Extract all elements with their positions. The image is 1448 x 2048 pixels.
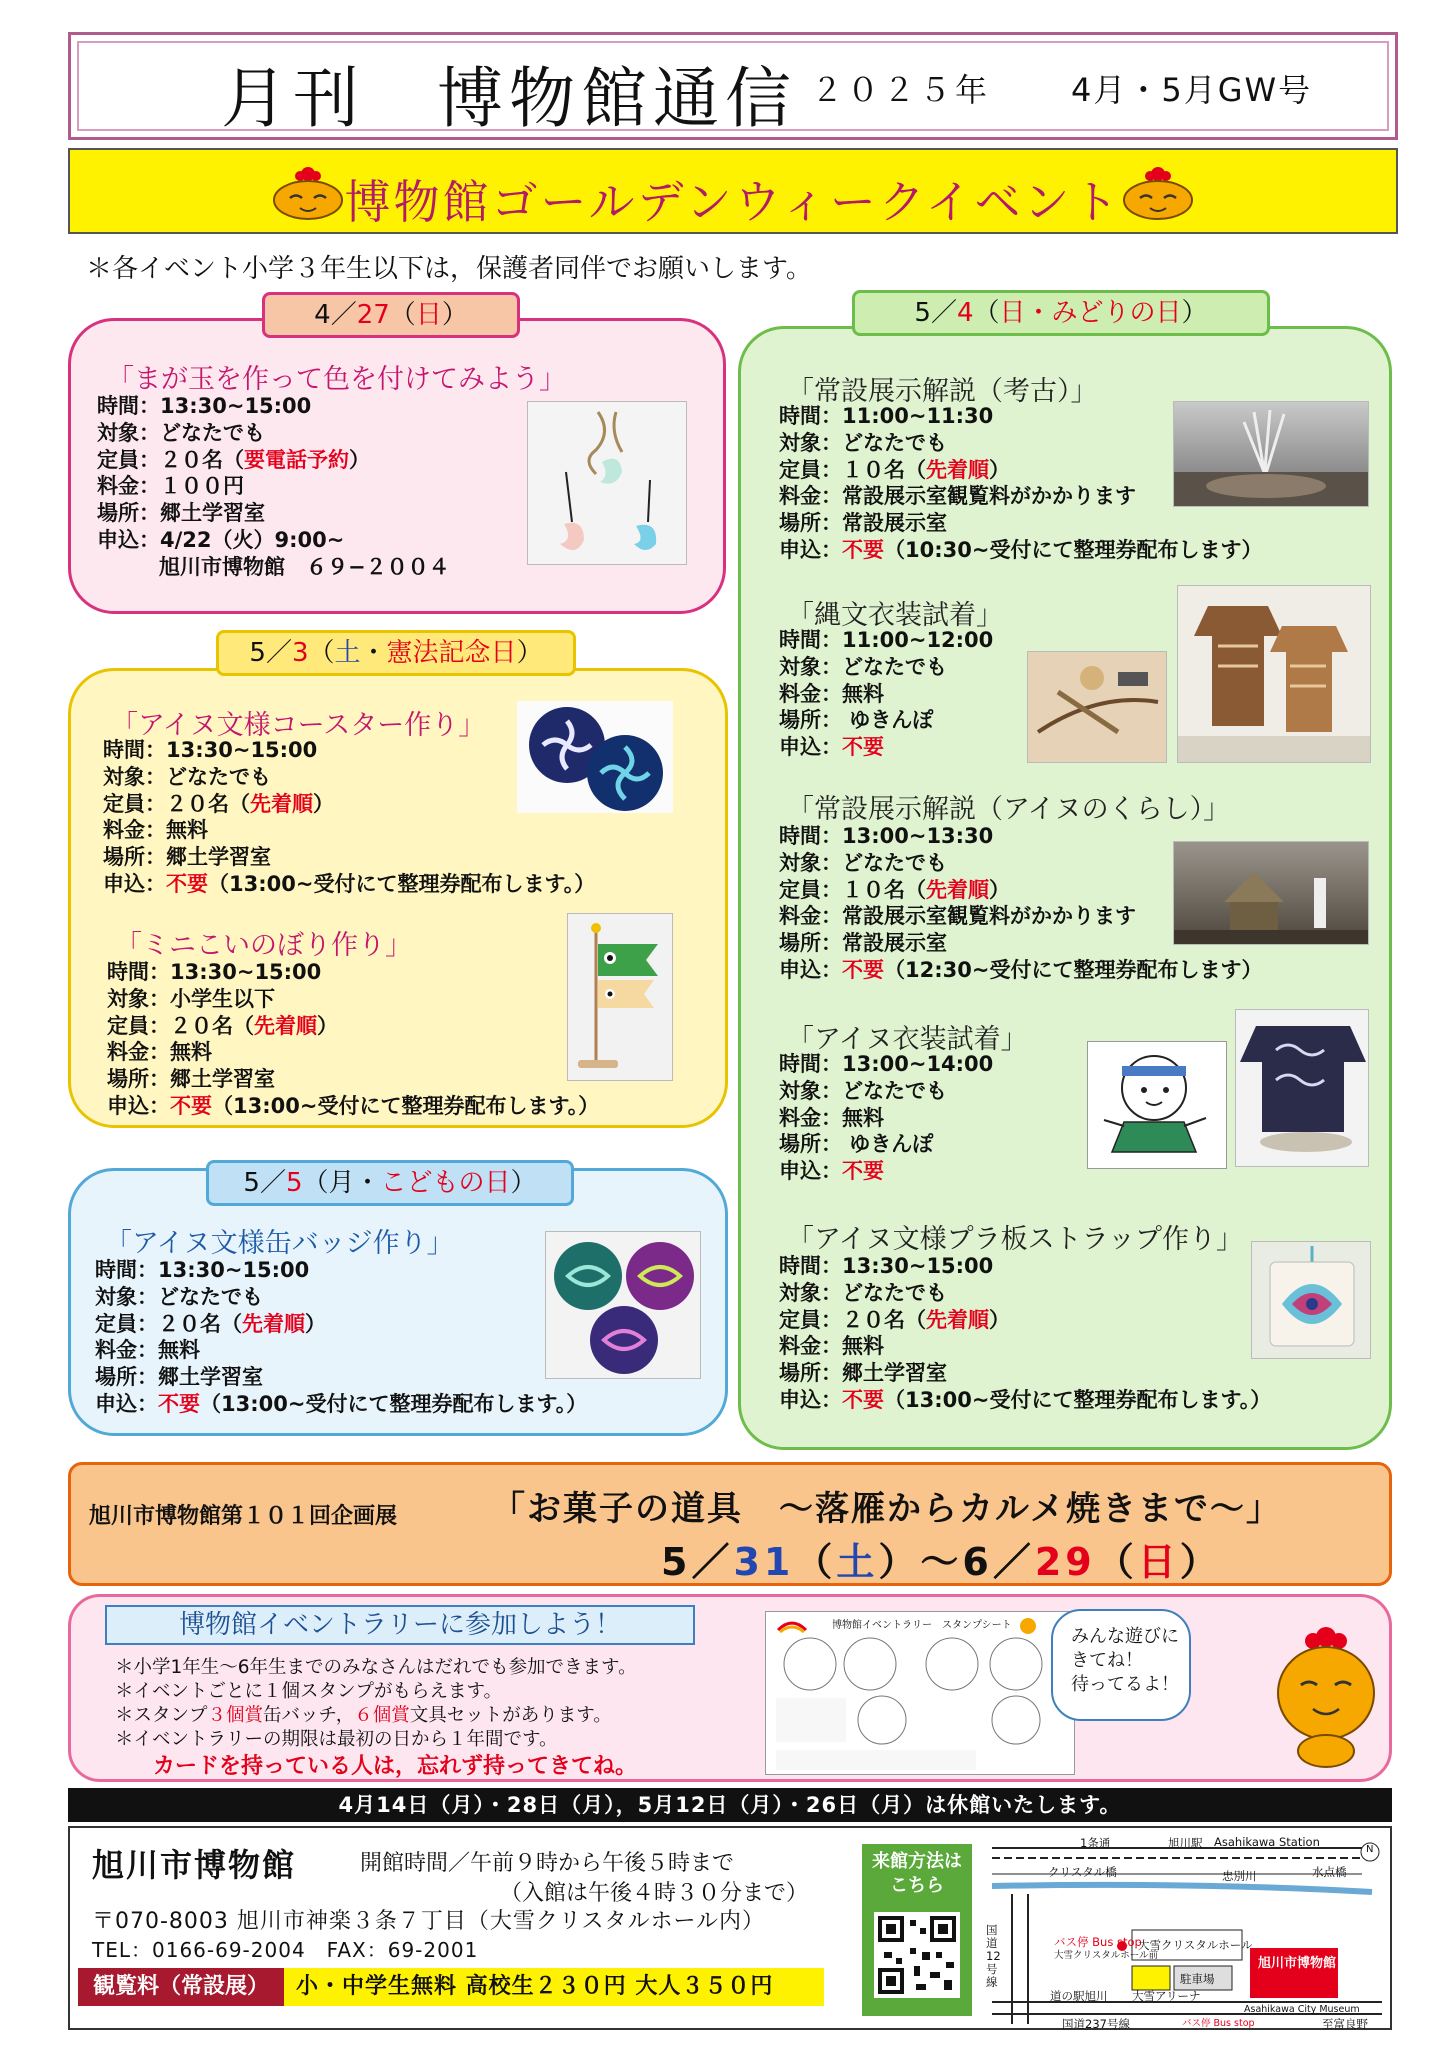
event-apply <box>95 1391 587 1418</box>
capacity-text: 定員：２０名（ <box>107 1013 254 1038</box>
magatama-image <box>528 402 687 565</box>
closure-notice: 4月14日（月）・28日（月），5月12日（月）・26日（月）は休館いたします。 <box>68 1788 1392 1822</box>
event-place: 場所： ゆきんぽ <box>779 1132 934 1157</box>
apply-not-required: 不要 <box>170 1093 212 1118</box>
event-fee: 料金：無料 <box>95 1338 200 1363</box>
event-fee: 料金：無料 <box>779 1105 884 1130</box>
ainu-life-exhibit-photo <box>1173 841 1369 945</box>
capacity-close: ） <box>349 447 370 472</box>
event-apply <box>103 871 595 898</box>
date-paren: （ <box>308 638 335 668</box>
strap-image <box>1252 1242 1371 1359</box>
map-label-bus-2: バス停 Bus stop <box>1182 2018 1255 2029</box>
museum-info-footer <box>68 1826 1392 2030</box>
event-time: 時間：13:30~15:00 <box>107 960 322 984</box>
event-time: 時間：13:30~15:00 <box>779 1254 994 1278</box>
date-paren-close: ） <box>510 1168 537 1198</box>
gw-event-banner-title: 博物館ゴールデンウィークイベント <box>344 175 1122 229</box>
capacity-note: 先着順 <box>926 457 989 482</box>
museum-name: 旭川市博物館 <box>92 1846 297 1884</box>
event-rally-section <box>68 1594 1392 1782</box>
exh-paren: （ <box>794 1540 837 1584</box>
event-title-ainu-costume: 「アイヌ衣装試着」 <box>787 1024 1028 1055</box>
apply-not-required: 不要 <box>842 735 884 760</box>
date-holiday: 憲法記念日 <box>386 638 517 668</box>
map-label-bridge: クリスタル橋 <box>1048 1865 1117 1879</box>
event-target: 対象：小学生以下 <box>107 986 275 1011</box>
date-month: 5／ <box>914 298 957 328</box>
capacity-text: 定員：２０名（ <box>95 1311 242 1336</box>
event-apply <box>779 734 993 761</box>
event-capacity <box>95 1311 587 1338</box>
map-label-museum: 旭川市博物館 <box>1258 1956 1337 1971</box>
apply-not-required: 不要 <box>842 957 884 982</box>
capacity-close: ） <box>305 1311 326 1336</box>
exh-start-month: 5／ <box>661 1540 734 1584</box>
rally-heading: 博物館イベントラリーに参加しよう！ <box>105 1605 695 1645</box>
event-title-magatama: 「まが玉を作って色を付けてみよう」 <box>107 364 566 395</box>
event-fee: 料金：無料 <box>107 1040 212 1065</box>
archaeology-exhibit-image <box>1174 402 1369 507</box>
apply-note: （13:00~受付にて整理券配布します。） <box>212 1093 600 1118</box>
event-apply <box>779 1158 993 1185</box>
event-place: 場所：郷土学習室 <box>97 501 265 526</box>
event-time: 時間：13:30~15:00 <box>103 738 318 762</box>
event-capacity <box>97 447 450 474</box>
chick-mascot-icon <box>1120 166 1196 222</box>
date-weekday: 日 <box>415 300 442 330</box>
ainu-costume-image <box>1236 1010 1369 1167</box>
event-target: 対象：どなたでも <box>103 764 271 789</box>
map-label-bus: バス停 Bus stop <box>1054 1935 1142 1949</box>
map-label-michinoeki: 道の駅旭川 <box>1050 1989 1108 2003</box>
event-time: 時間：13:30~15:00 <box>97 394 312 418</box>
date-month: 4／ <box>314 300 357 330</box>
apply-not-required: 不要 <box>158 1391 200 1416</box>
capacity-close: ） <box>989 877 1010 902</box>
event-box-may-4 <box>738 326 1392 1450</box>
last-entry: （入館は午後４時３０分まで） <box>500 1881 809 1906</box>
capacity-note: 先着順 <box>254 1013 317 1038</box>
prize-3-item: 缶バッチ， <box>263 1705 355 1726</box>
opening-hours: 開館時間／午前９時から午後５時まで <box>360 1851 735 1876</box>
access-label: 来館方法は こちら <box>872 1851 962 1896</box>
event-time: 時間：13:30~15:00 <box>95 1258 310 1282</box>
access-map <box>982 1834 1390 2031</box>
capacity-note: 先着順 <box>242 1311 305 1336</box>
event-time: 時間：13:00~13:30 <box>779 824 994 848</box>
magatama-photo <box>527 401 687 565</box>
exh-paren-close: ） <box>1179 1540 1222 1584</box>
event-box-may-5 <box>68 1168 728 1436</box>
event-place: 場所：郷土学習室 <box>107 1067 275 1092</box>
map-label-parking: 駐車場 <box>1180 1972 1215 1986</box>
bubble-line: きてね！ <box>1071 1650 1143 1671</box>
jomon-tools-image <box>1028 652 1167 763</box>
event-fee: 料金：無料 <box>103 818 208 843</box>
apply-note: （13:00~受付にて整理券配布します。） <box>200 1391 588 1416</box>
rally-rule-eligibility: ＊小学1年生～6年生までのみなさんはだれでも参加できます。 <box>115 1657 637 1678</box>
event-fee: 料金：無料 <box>779 1334 884 1359</box>
exhibition-dates <box>661 1531 1222 1586</box>
date-month: 5／ <box>249 638 292 668</box>
rally-rule-prizes <box>115 1701 612 1727</box>
event-title-jomon: 「縄文衣装試着」 <box>787 600 1003 631</box>
apply-label: 申込： <box>779 1387 842 1412</box>
event-place: 場所： ゆきんぽ <box>779 708 934 733</box>
museum-phone: TEL：0166-69-2004 FAX：69-2001 <box>92 1938 479 1962</box>
capacity-text: 定員：２０名（ <box>97 447 244 472</box>
apply-note: （12:30~受付にて整理券配布します） <box>884 957 1263 982</box>
capacity-note: 先着順 <box>926 1307 989 1332</box>
prize-6: ６個賞 <box>354 1705 410 1726</box>
map-label-arena: 大雪アリーナ <box>1132 1989 1201 2003</box>
rally-rule-period: ＊イベントラリーの期限は最初の日から１年間です。 <box>115 1729 558 1750</box>
date-month: 5／ <box>243 1168 286 1198</box>
apply-label: 申込： <box>103 871 166 896</box>
capacity-note: 先着順 <box>926 877 989 902</box>
apply-note: （13:00~受付にて整理券配布します。） <box>884 1387 1272 1412</box>
capacity-text: 定員：１０名（ <box>779 457 926 482</box>
event-target: 対象：どなたでも <box>779 1078 947 1103</box>
event-details-jomon <box>779 627 993 761</box>
apply-label: 申込： <box>779 537 842 562</box>
badge-photo <box>545 1231 701 1379</box>
capacity-text: 定員：２０名（ <box>103 791 250 816</box>
exh-paren: （ <box>1095 1540 1138 1584</box>
prize-6-item: 文具セットがあります。 <box>409 1705 612 1726</box>
jomon-costume-image <box>1178 586 1371 763</box>
map-label-route12: 国道12号線 <box>986 1923 1001 1989</box>
koinobori-image <box>568 914 673 1081</box>
coaster-photo <box>517 701 673 813</box>
apply-label: 申込： <box>779 735 842 760</box>
admission-label: 観覧料（常設展） <box>78 1968 284 2006</box>
capacity-close: ） <box>317 1013 338 1038</box>
ainu-life-exhibit-image <box>1174 842 1369 945</box>
stamp-sheet-graphic <box>766 1612 1076 1776</box>
event-box-april-27 <box>68 318 726 614</box>
capacity-close: ） <box>989 457 1010 482</box>
koinobori-photo <box>567 913 673 1081</box>
event-fee: 料金：常設展示室観覧料がかかります <box>779 904 1136 929</box>
ainu-costume-illustration <box>1087 1041 1227 1169</box>
exh-end-month: ）～6／ <box>878 1540 1035 1584</box>
event-title-coaster: 「アイヌ文様コースター作り」 <box>111 710 486 741</box>
event-target: 対象：どなたでも <box>97 420 265 445</box>
bubble-line: 待ってるよ！ <box>1071 1674 1179 1695</box>
event-target: 対象：どなたでも <box>779 850 947 875</box>
apply-label: 申込： <box>107 1093 170 1118</box>
exhibition-title: 「お菓子の道具 ～落雁からカルメ焼きまで～」 <box>491 1489 1282 1529</box>
event-apply <box>779 537 1262 564</box>
apply-not-required: 不要 <box>842 537 884 562</box>
capacity-close: ） <box>313 791 334 816</box>
event-apply <box>779 1387 1271 1414</box>
event-place: 場所：常設展示室 <box>779 511 947 536</box>
apply-note: （13:00~受付にて整理券配布します。） <box>208 871 596 896</box>
date-holiday: こどもの日 <box>380 1168 511 1198</box>
exh-start-weekday: 土 <box>836 1540 879 1584</box>
child-character-icon <box>1088 1042 1227 1169</box>
event-target: 対象：どなたでも <box>779 654 947 679</box>
exh-end-weekday: 日 <box>1137 1540 1180 1584</box>
event-title-badge: 「アイヌ文様缶バッジ作り」 <box>105 1228 454 1259</box>
guardian-notice: ＊各イベント小学３年生以下は，保護者同伴でお願いします。 <box>86 254 812 284</box>
apply-not-required: 不要 <box>166 871 208 896</box>
event-fee: 料金：常設展示室観覧料がかかります <box>779 484 1136 509</box>
date-day: 27 <box>356 300 390 330</box>
bubble-line: みんな遊びに <box>1071 1626 1179 1647</box>
event-apply <box>779 957 1262 984</box>
rally-rule-stamp: ＊イベントごとに１個スタンプがもらえます。 <box>115 1681 503 1702</box>
date-tab-may-5 <box>206 1160 574 1206</box>
event-place: 場所：郷土学習室 <box>103 845 271 870</box>
event-fee: 料金：無料 <box>779 681 884 706</box>
event-capacity <box>779 1307 1271 1334</box>
date-day: 4 <box>956 298 974 328</box>
strap-photo <box>1251 1241 1371 1359</box>
date-tab-april-27 <box>262 292 520 338</box>
event-target: 対象：どなたでも <box>779 430 947 455</box>
map-label-street: 1条通 <box>1080 1836 1111 1850</box>
apply-label: 申込： <box>779 957 842 982</box>
qr-code-icon[interactable] <box>874 1912 960 1998</box>
event-fee: 料金：１００円 <box>97 474 244 499</box>
date-day: 3 <box>291 638 309 668</box>
prize-3: ３個賞 <box>207 1705 264 1726</box>
event-apply: 申込：4/22（火）9:00~ <box>97 527 345 552</box>
event-box-may-3 <box>68 668 728 1128</box>
apply-label: 申込： <box>95 1391 158 1416</box>
apply-label: 申込： <box>779 1159 842 1184</box>
access-qr-panel[interactable] <box>862 1844 972 2016</box>
qr-code-graphic <box>874 1912 960 1998</box>
event-details-badge <box>95 1257 587 1418</box>
map-label-bus-name: 大雪クリスタルホール前 <box>1054 1950 1159 1961</box>
coaster-image <box>517 701 673 813</box>
event-time: 時間：11:00~12:00 <box>779 628 994 652</box>
exh-start-day: 31 <box>733 1540 795 1584</box>
map-label-station: 旭川駅 <box>1168 1836 1203 1850</box>
date-tab-may-4 <box>852 290 1270 336</box>
badge-image <box>546 1232 701 1379</box>
event-target: 対象：どなたでも <box>779 1280 947 1305</box>
jomon-costume-photo <box>1177 585 1371 763</box>
apply-not-required: 不要 <box>842 1387 884 1412</box>
event-capacity <box>107 1013 599 1040</box>
event-apply-phone: 旭川市博物館 ６９−２００４ <box>159 554 450 579</box>
capacity-note: 要電話予約 <box>244 447 349 472</box>
apply-not-required: 不要 <box>842 1159 884 1184</box>
admission-fees: 小・中学生無料 高校生２３０円 大人３５０円 <box>284 1968 824 2006</box>
exhibition-banner <box>68 1462 1392 1586</box>
museum-address: 〒070-8003 旭川市神楽３条７丁目（大雪クリスタルホール内） <box>92 1909 766 1934</box>
exh-end-day: 29 <box>1034 1540 1096 1584</box>
map-label-hall: 大雪クリスタルホール <box>1138 1938 1253 1952</box>
date-paren-close: ） <box>1181 298 1208 328</box>
event-details-strap <box>779 1253 1271 1414</box>
event-time: 時間：13:00~14:00 <box>779 1052 994 1076</box>
capacity-text: 定員：２０名（ <box>779 1307 926 1332</box>
event-place: 場所：郷土学習室 <box>95 1365 263 1390</box>
chick-mascot-icon <box>1271 1623 1381 1773</box>
event-details-ainu-costume <box>779 1051 993 1185</box>
date-separator: ・ <box>360 638 387 668</box>
capacity-text: 定員：１０名（ <box>779 877 926 902</box>
newsletter-title: 月刊 博物館通信 <box>221 60 797 137</box>
map-label-suiko-bridge: 水点橋 <box>1312 1865 1347 1879</box>
event-time: 時間：11:00~11:30 <box>779 404 994 428</box>
rally-reminder: カードを持っている人は，忘れず持ってきてね。 <box>153 1754 638 1779</box>
ainu-costume-photo <box>1235 1009 1369 1167</box>
apply-note: （10:30~受付にて整理券配布します） <box>884 537 1263 562</box>
date-holiday: 日・みどりの日 <box>999 298 1182 328</box>
speech-bubble <box>1051 1609 1191 1721</box>
prize-text: ＊スタンプ <box>115 1705 208 1726</box>
date-paren: （ <box>973 298 1000 328</box>
date-paren: （ <box>389 300 416 330</box>
date-weekday: （月・ <box>302 1168 381 1198</box>
date-weekday: 土 <box>334 638 361 668</box>
stamp-sheet-title: 博物館イベントラリー スタンプシート <box>832 1620 1012 1631</box>
exhibition-label: 旭川市博物館第１０１回企画展 <box>89 1504 398 1529</box>
date-tab-may-3 <box>216 630 576 676</box>
capacity-note: 先着順 <box>250 791 313 816</box>
map-label-route237: 国道237号線 <box>1062 2017 1130 2031</box>
event-target: 対象：どなたでも <box>95 1284 263 1309</box>
event-place: 場所：郷土学習室 <box>779 1361 947 1386</box>
event-title-ainu-life: 「常設展示解説（アイヌのくらし）」 <box>787 794 1231 825</box>
event-apply <box>107 1093 599 1120</box>
event-title-koinobori: 「ミニこいのぼり作り」 <box>115 930 412 961</box>
date-paren-close: ） <box>516 638 543 668</box>
gw-event-banner <box>68 148 1398 234</box>
north-arrow-icon: N <box>1366 1844 1374 1855</box>
map-label-station-en: Asahikawa Station <box>1214 1835 1320 1849</box>
event-title-strap: 「アイヌ文様プラ板ストラップ作り」 <box>787 1224 1244 1255</box>
archaeology-exhibit-photo <box>1173 401 1369 507</box>
event-place: 場所：常設展示室 <box>779 931 947 956</box>
masthead <box>68 32 1398 140</box>
date-day: 5 <box>285 1168 303 1198</box>
newsletter-issue: 4月・5月GW号 <box>1071 71 1313 109</box>
capacity-close: ） <box>989 1307 1010 1332</box>
stamp-sheet-image <box>765 1611 1075 1775</box>
event-details-koinobori <box>107 959 599 1120</box>
map-label-furano: 至富良野 <box>1322 2017 1368 2031</box>
newsletter-year: ２０２５年 <box>811 71 992 109</box>
map-label-museum-en: Asahikawa City Museum <box>1244 2004 1360 2015</box>
jomon-tools-photo <box>1027 651 1167 763</box>
event-details-magatama <box>97 393 450 581</box>
date-paren-close: ） <box>441 300 468 330</box>
event-title-archaeology: 「常設展示解説（考古）」 <box>787 376 1098 407</box>
map-label-river: 忠別川 <box>1222 1869 1257 1883</box>
